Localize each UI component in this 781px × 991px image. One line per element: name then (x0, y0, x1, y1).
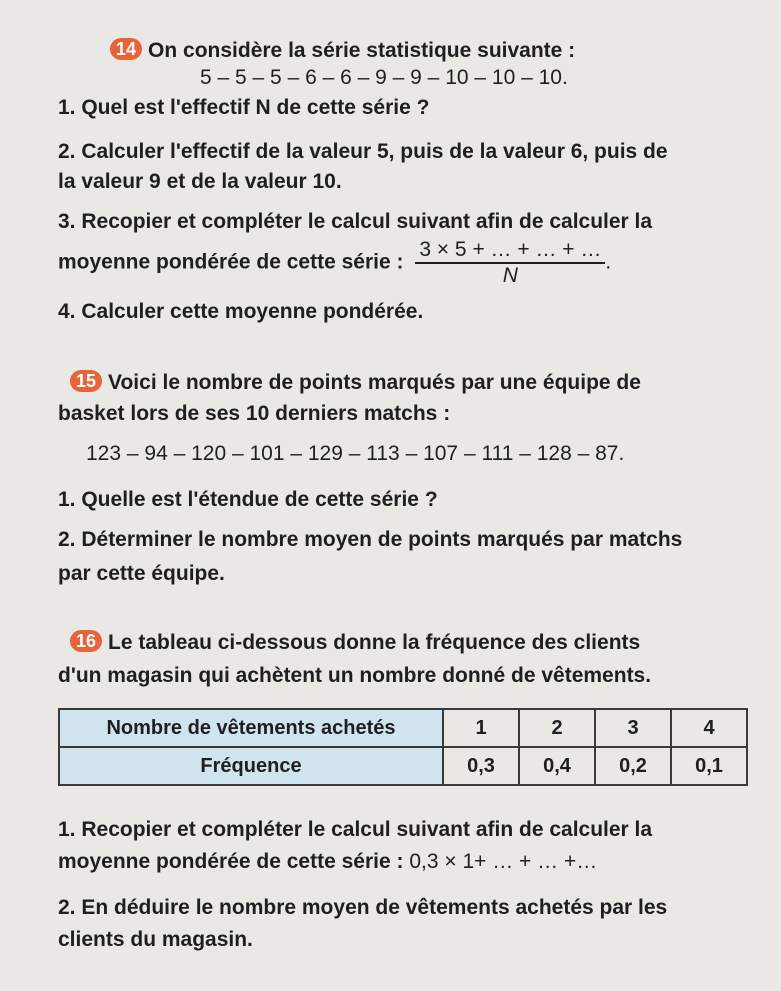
table-row (59, 747, 747, 785)
table-header-frequency: Fréquence (59, 747, 443, 785)
weighted-mean-fraction (415, 238, 605, 288)
ex15-question-1: 1. Quelle est l'étendue de cette série ? (58, 488, 438, 511)
table-cell: 2 (519, 709, 595, 747)
ex14-question-2-line2: la valeur 9 et de la valeur 10. (58, 170, 342, 193)
ex15-intro-line2: basket lors de ses 10 derniers matchs : (58, 402, 451, 425)
table-cell: 4 (671, 709, 747, 747)
table-cell: 0,1 (671, 747, 747, 785)
ex16-intro-line2: d'un magasin qui achètent un nombre donné de vêtements. (58, 664, 652, 687)
ex16-calc: 0,3 × 1+ … + … +… (409, 850, 598, 873)
ex14-intro-line (110, 38, 575, 63)
ex14-number-badge: 14 (110, 38, 142, 60)
ex14-question-3-line1: 3. Recopier et compléter le calcul suivant afin de calculer la (58, 210, 653, 233)
fraction-numerator: 3 × 5 + … + … + … (415, 238, 605, 264)
frequency-table (58, 708, 748, 786)
ex15-number-badge: 15 (70, 370, 102, 392)
table-cell: 3 (595, 709, 671, 747)
ex15-intro-line1 (70, 370, 641, 395)
ex14-question-2-line1: 2. Calculer l'effectif de la valeur 5, puis de la valeur 6, puis de (58, 140, 668, 163)
ex16-number-badge: 16 (70, 630, 102, 652)
ex14-question-4: 4. Calculer cette moyenne pondérée. (58, 300, 424, 323)
ex15-question-2-line1: 2. Déterminer le nombre moyen de points marqués par matchs (58, 528, 683, 551)
ex16-question-2-line2: clients du magasin. (58, 928, 253, 951)
table-cell: 0,3 (443, 747, 519, 785)
table-row (59, 709, 747, 747)
ex15-intro: Voici le nombre de points marqués par une équipe de (108, 371, 641, 394)
ex16-question-1-line2 (58, 850, 597, 874)
ex16-intro: Le tableau ci-dessous donne la fréquence des clients (108, 631, 641, 654)
table-header-clothes: Nombre de vêtements achetés (59, 709, 443, 747)
ex16-question-1-line1: 1. Recopier et compléter le calcul suivant afin de calculer la (58, 818, 653, 841)
ex16-intro-line1 (70, 630, 640, 655)
table-cell: 0,4 (519, 747, 595, 785)
ex15-question-2-line2: par cette équipe. (58, 562, 225, 585)
ex15-series: 123 – 94 – 120 – 101 – 129 – 113 – 107 – 111 – 128 – 87. (86, 442, 625, 465)
ex16-question-2-line1: 2. En déduire le nombre moyen de vêtements achetés par les (58, 896, 668, 919)
ex16-question-1-text: moyenne pondérée de cette série : (58, 850, 404, 873)
table-cell: 0,2 (595, 747, 671, 785)
ex14-question-3-text: moyenne pondérée de cette série : (58, 250, 404, 274)
ex14-question-1: 1. Quel est l'effectif N de cette série ? (58, 96, 430, 119)
ex14-series: 5 – 5 – 5 – 6 – 6 – 9 – 9 – 10 – 10 – 10. (200, 66, 568, 89)
table-cell: 1 (443, 709, 519, 747)
ex14-question-3-line2: moyenne pondérée de cette série : $\frac{3 \times 5 + \dots + \dots + \dots}{N}$ . (58, 238, 612, 287)
fraction-denominator: N (502, 264, 518, 287)
ex14-intro: On considère la série statistique suivante : (148, 39, 576, 62)
